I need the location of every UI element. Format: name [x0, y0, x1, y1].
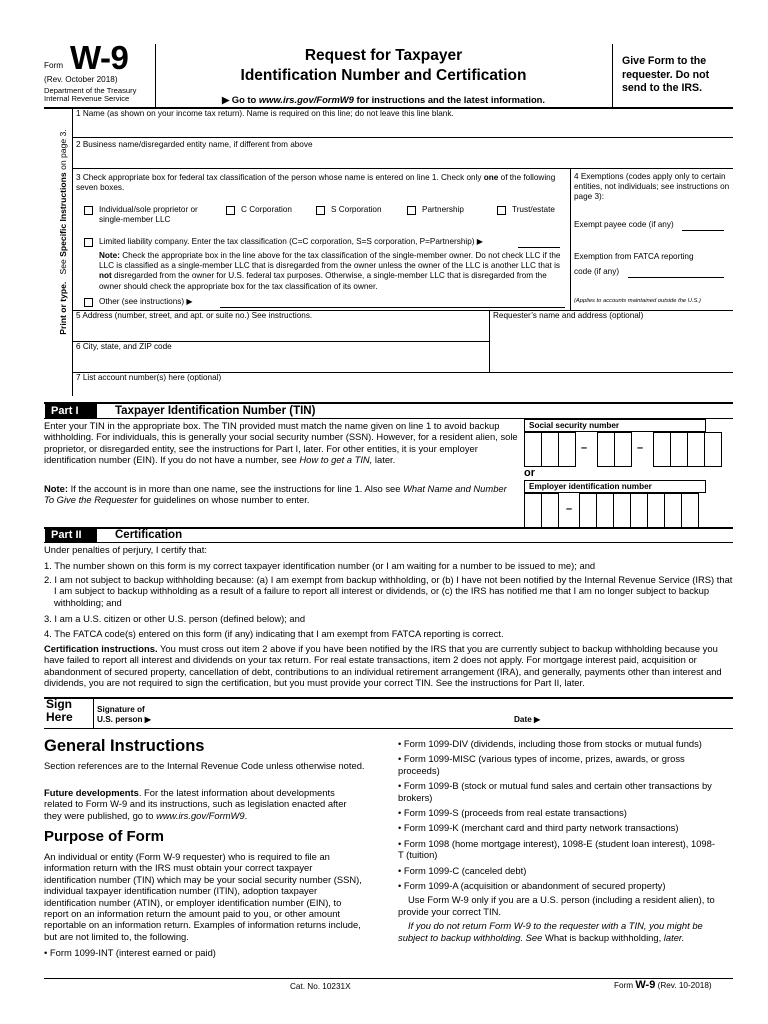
part1-tag: Part I: [45, 404, 97, 418]
line6-label: 6 City, state, and ZIP code: [76, 342, 172, 351]
part2-title: Certification: [115, 529, 183, 541]
ssn-dash: –: [581, 442, 588, 454]
option-individual[interactable]: Individual/sole proprietor or single-member LLC: [84, 205, 224, 225]
future-developments: Future developments. For the latest information about developments related to Form W-9 and its instructions, such as legislation enacted after they were published, go to www.irs.gov/FormW9.: [44, 787, 347, 821]
ein-digit[interactable]: [596, 493, 614, 528]
trust-checkbox[interactable]: [497, 206, 506, 215]
ein-digit[interactable]: [579, 493, 597, 528]
signature-input[interactable]: [160, 700, 510, 726]
ssn-digit[interactable]: [670, 432, 688, 467]
signature-label-line2: U.S. person ▶: [97, 715, 152, 724]
give-form-notice: Give Form to the requester. Do not send to the IRS.: [622, 55, 710, 94]
ssn-label: Social security number: [529, 421, 620, 430]
ein-digit[interactable]: [664, 493, 682, 528]
here-label: Here: [46, 710, 73, 724]
list-item: • Form 1099-B (stock or mutual fund sales and certain other transactions by brokers): [398, 780, 712, 803]
date-label: Date ▶: [514, 715, 541, 724]
dept-line2: Internal Revenue Service: [44, 94, 130, 103]
ssn-digit[interactable]: [704, 432, 722, 467]
list-item: • Form 1099-MISC (various types of income, prizes, awards, or gross proceeds): [398, 753, 685, 776]
option-c-corp[interactable]: C Corporation: [226, 205, 292, 215]
part1-note: Note: If the account is in more than one name, see the instructions for line 1. Also see What Name and Number To Give the Requester for guidelines on whose number to enter.: [44, 483, 507, 506]
ein-digit[interactable]: [541, 493, 559, 528]
fatca-note: (Applies to accounts maintained outside the U.S.): [574, 298, 701, 304]
option-other[interactable]: Other (see instructions) ▶: [84, 297, 193, 307]
list-item: • Form 1099-S (proceeds from real estate transactions): [398, 807, 627, 819]
llc-note: Note: Check the appropriate box in the line above for the tax classification of the single-member owner. Do not check LLC if the LLC is classified as a single-member LLC that is disregarded from the owner unless the owner of the LLC is another LLC that is not disregarded from the owner for U.S. federal tax purposes. Otherwise, a single-member LLC that is disregarded from the owner should check the appropriate box for the tax classification of its owner.: [99, 251, 561, 291]
business-name-input[interactable]: [74, 151, 732, 167]
right-bullets: [398, 738, 720, 943]
ein-label-box: [524, 480, 706, 493]
date-input[interactable]: [548, 700, 732, 726]
list-item: • Form 1099-C (canceled debt): [398, 864, 527, 876]
or-label: or: [524, 467, 535, 479]
ein-dash: –: [566, 503, 573, 515]
goto-instructions: ▶ Go to www.irs.gov/FormW9 for instructions and the latest information.: [221, 94, 546, 105]
list-item: • Form 1099-A (acquisition or abandonment of secured property): [398, 880, 666, 892]
ein-digit[interactable]: [613, 493, 631, 528]
sign-label: Sign: [46, 697, 72, 711]
signature-label-line1: Signature of: [97, 705, 145, 714]
list-item: • Form 1099-DIV (dividends, including those from stocks or mutual funds): [398, 738, 702, 749]
irs-url-link[interactable]: www.irs.gov/FormW9: [258, 94, 354, 105]
ssn-digit[interactable]: [524, 432, 542, 467]
certify-item1: 1. The number shown on this form is my correct taxpayer identification number (or I am waiting for a number to be issued to me); and: [44, 560, 596, 571]
use-w9-text: Use Form W-9 only if you are a U.S. person (including a resident alien), to provide your correct TIN.: [398, 894, 715, 917]
ssn-digit[interactable]: [614, 432, 632, 467]
option-s-corp[interactable]: S Corporation: [316, 205, 382, 215]
exemptions-label: 4 Exemptions (codes apply only to certain entities, not individuals; see instructions on page 3):: [574, 172, 730, 202]
certify-item4: 4. The FATCA code(s) entered on this form (if any) indicating that I am exempt from FATCA reporting is correct.: [44, 628, 504, 639]
footer-form-id: Form W-9 (Rev. 10-2018): [614, 979, 712, 991]
ein-digit[interactable]: [681, 493, 699, 528]
requester-input[interactable]: [491, 322, 731, 370]
option-llc[interactable]: Limited liability company. Enter the tax classification (C=C corporation, S=S corporation, P=Partnership) ▶: [84, 237, 483, 247]
header-divider-right: [612, 44, 613, 107]
line1-label: 1 Name (as shown on your income tax return). Name is required on this line; do not leave this line blank.: [76, 109, 454, 118]
certify-item2: 2. I am not subject to backup withholding because: (a) I am exempt from backup withholding, or (b) I have not been notified by the Internal Revenue Service (IRS) that I am subject to backup withholding as a result of a failure to report all interest or dividends, or (c) the IRS has notified me that I am no longer subject to backup withholding; and: [44, 574, 733, 608]
revision-date: (Rev. October 2018): [44, 75, 118, 84]
fatca-code-input[interactable]: [628, 268, 724, 278]
ssn-digit[interactable]: [541, 432, 559, 467]
irs-url-link[interactable]: www.irs.gov/FormW9: [156, 809, 245, 821]
ein-digit[interactable]: [524, 493, 542, 528]
exempt-payee-label: Exempt payee code (if any): [574, 220, 674, 229]
catalog-number: Cat. No. 10231X: [290, 982, 351, 991]
ein-digit[interactable]: [647, 493, 665, 528]
name-input[interactable]: [74, 120, 732, 136]
line3-label: 3 Check appropriate box for federal tax classification of the person whose name is entered on line 1. Check only one of the following seven boxes.: [76, 173, 556, 193]
other-checkbox[interactable]: [84, 298, 93, 307]
list-item: • Form 1098 (home mortgage interest), 1098-E (student loan interest), 1098-T (tuition): [398, 837, 715, 861]
form-title-line2: Identification Number and Certification: [240, 67, 527, 84]
account-numbers-input[interactable]: [74, 384, 730, 396]
ssn-digit[interactable]: [687, 432, 705, 467]
fields-left-border: [72, 108, 73, 396]
certify-item3: 3. I am a U.S. citizen or other U.S. person (defined below); and: [44, 613, 306, 624]
bullet-1099-int: • Form 1099-INT (interest earned or paid): [44, 947, 216, 958]
address-input[interactable]: [74, 322, 486, 340]
ssn-label-box: [524, 419, 706, 432]
backup-withholding-warning: If you do not return Form W-9 to the requester with a TIN, you might be subject to backup withholding. See What is backup withholding, later.: [398, 920, 703, 943]
city-state-zip-input[interactable]: [74, 353, 486, 371]
s-corp-checkbox[interactable]: [316, 206, 325, 215]
ssn-dash: –: [637, 442, 644, 454]
option-partnership[interactable]: Partnership: [407, 205, 464, 215]
other-input[interactable]: [220, 298, 565, 308]
section-references: Section references are to the Internal Revenue Code unless otherwise noted.: [44, 760, 365, 771]
part1-text: Enter your TIN in the appropriate box. The TIN provided must match the name given on line 1 to avoid backup withholding. For individuals, this is generally your social security number (SSN). However, for a resident alien, sole proprietor, or disregarded entity, see the instructions for Part I, later. For other entities, it is your employer identification number (EIN). If you do not have a number, see How to get a TIN, later.: [44, 420, 518, 465]
side-label: Print or type. See Specific Instructions on page 3.: [58, 129, 68, 335]
llc-classification-input[interactable]: [518, 238, 560, 248]
dept-line1: Department of the Treasury: [44, 86, 137, 95]
requester-label: Requester’s name and address (optional): [493, 311, 644, 320]
exempt-payee-input[interactable]: [682, 221, 724, 231]
part1-title: Taxpayer Identification Number (TIN): [115, 405, 316, 417]
ssn-field[interactable]: [524, 432, 733, 467]
certification-instructions: Certification instructions. You must cross out item 2 above if you have been notified by the IRS that you are currently subject to backup withholding because you have failed to report all interest and dividends on your tax return. For real estate transactions, item 2 does not apply. For mortgage interest paid, acquisition or abandonment of secured property, cancellation of debt, contributions to an individual retirement arrangement (IRA), and generally, payments other than interest and dividends, you are not required to sign the certification, but you must provide your correct TIN. See the instructions for Part II, later.: [44, 643, 722, 688]
line7-label: 7 List account number(s) here (optional): [76, 373, 222, 382]
c-corp-checkbox[interactable]: [226, 206, 235, 215]
purpose-text: An individual or entity (Form W-9 requester) who is required to file an information return with the IRS must obtain your correct taxpayer identification number (TIN) which may be your social security number (SSN), individual taxpayer identification number (ITIN), adoption taxpayer identification number (ATIN), or employer identification number (EIN), to report on an information return the amount paid to you, or other amount reportable on an information return. Examples of information returns include, but are not limited to, the following.: [44, 851, 362, 942]
form-title-line1: Request for Taxpayer: [304, 47, 463, 64]
line2-label: 2 Business name/disregarded entity name, if different from above: [76, 140, 313, 149]
list-item: • Form 1099-K (merchant card and third party network transactions): [398, 822, 679, 834]
ssn-digit[interactable]: [558, 432, 576, 467]
general-instructions-heading: General Instructions: [44, 737, 205, 755]
form-label: Form: [44, 61, 64, 70]
ssn-digit[interactable]: [653, 432, 671, 467]
ein-digit[interactable]: [630, 493, 648, 528]
form-number: W-9: [70, 39, 129, 76]
fatca-label-line1: Exemption from FATCA reporting: [574, 252, 694, 261]
ssn-digit[interactable]: [597, 432, 615, 467]
purpose-heading: Purpose of Form: [44, 828, 165, 845]
ein-label: Employer identification number: [529, 482, 652, 491]
line5-label: 5 Address (number, street, and apt. or suite no.) See instructions.: [76, 311, 313, 320]
llc-checkbox[interactable]: [84, 238, 93, 247]
fatca-label-line2: code (if any): [574, 267, 620, 276]
partnership-checkbox[interactable]: [407, 206, 416, 215]
certify-intro: Under penalties of perjury, I certify that:: [44, 544, 207, 555]
ein-field[interactable]: [524, 493, 733, 528]
option-trust[interactable]: Trust/estate: [497, 205, 555, 215]
part2-tag: Part II: [45, 528, 97, 542]
individual-checkbox[interactable]: [84, 206, 93, 215]
